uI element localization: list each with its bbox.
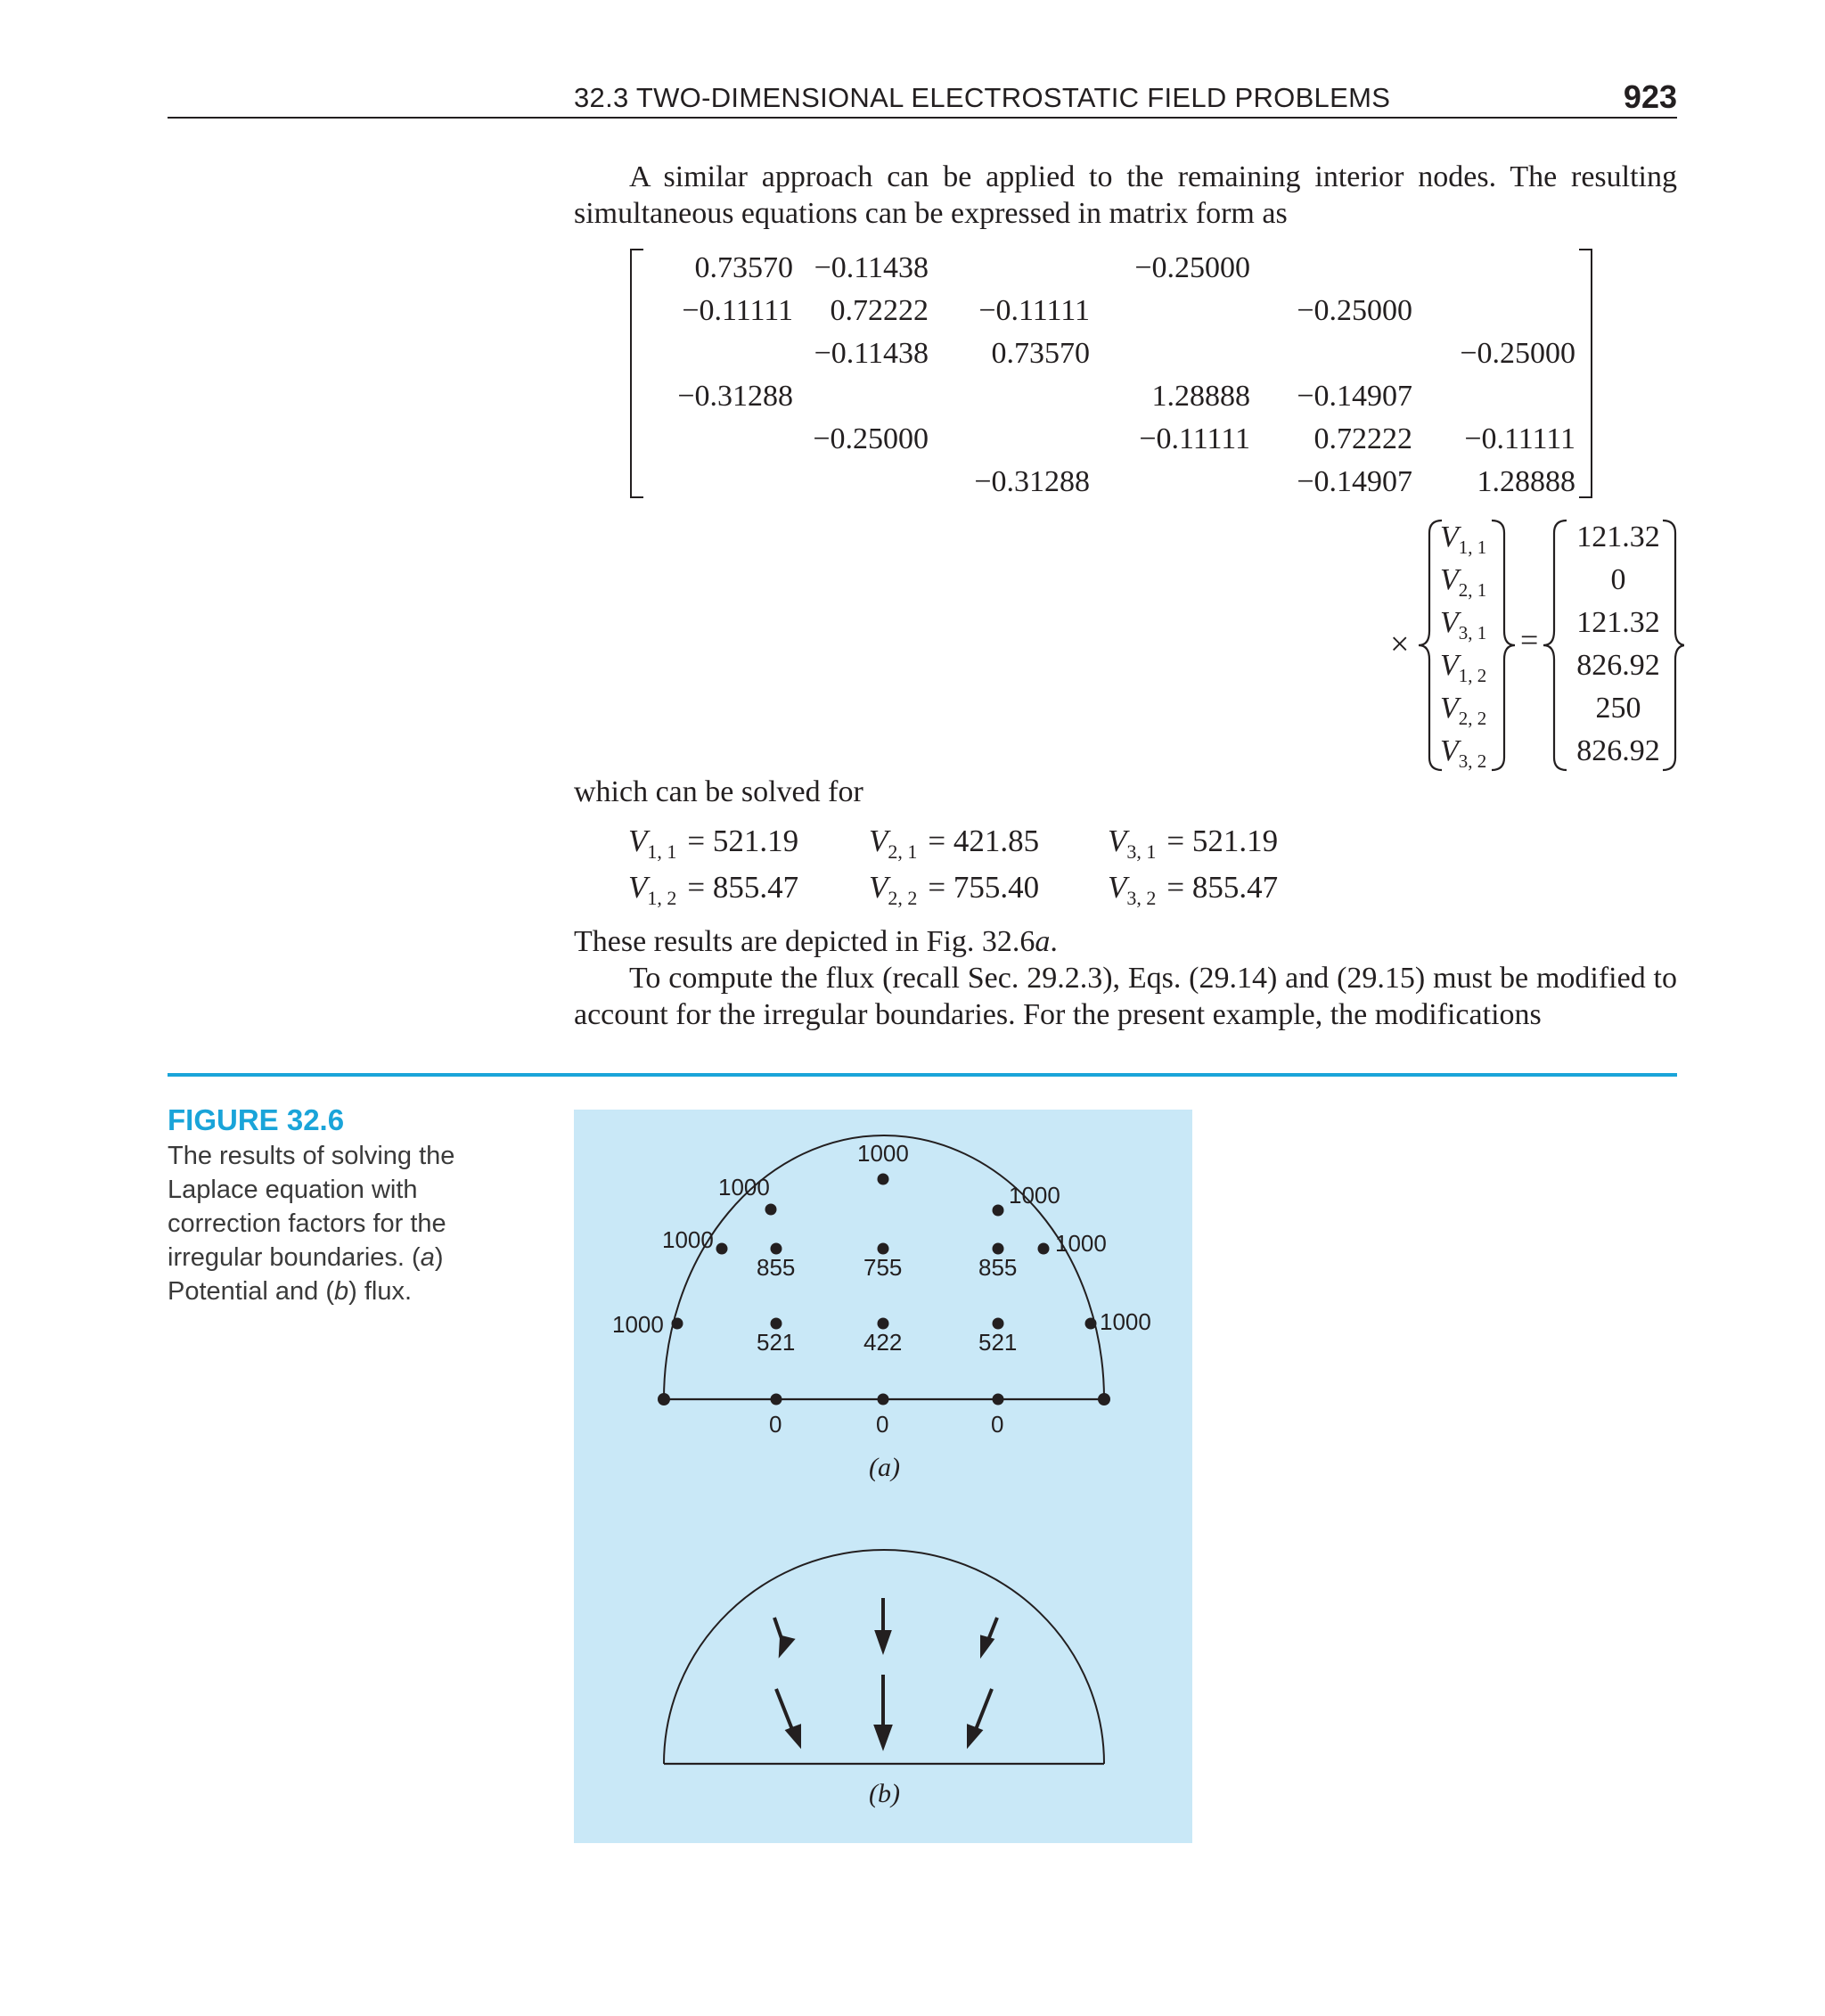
potential-label-0: 0 [991, 1411, 1004, 1438]
header-rule [168, 117, 1677, 119]
figure-svg [574, 1110, 1192, 1843]
unknown-symbol: V [1440, 606, 1459, 639]
potential-label: 1000 [612, 1311, 664, 1338]
unknown-subscript: 1, 1 [1458, 536, 1487, 558]
unknown-entry [1440, 649, 1486, 687]
solution-subscript: 1, 2 [647, 887, 677, 909]
unknown-subscript: 2, 2 [1458, 707, 1487, 729]
solution-symbol: V [628, 870, 648, 905]
potential-label: 1000 [1009, 1182, 1060, 1209]
unknown-symbol: V [1440, 692, 1459, 725]
matrix-cell: −0.11111 [682, 294, 793, 327]
panel-b-diagram [664, 1550, 1104, 1808]
potential-label-521: 521 [978, 1329, 1018, 1356]
boundary-node [993, 1205, 1004, 1217]
interior-node [878, 1318, 889, 1330]
figure-rule [168, 1073, 1677, 1077]
rhs-entry: 826.92 [1576, 734, 1660, 767]
caption-part: b [334, 1277, 349, 1306]
boundary-node [716, 1243, 728, 1255]
unknown-symbol: V [1440, 520, 1459, 553]
solution-number: = 521.19 [687, 824, 799, 858]
panel-a-label: (a) [869, 1453, 900, 1482]
rhs-entry: 121.32 [1576, 606, 1660, 639]
matrix-cell: 0.72222 [1314, 422, 1412, 455]
rhs-entry: 121.32 [1576, 520, 1660, 553]
solution-number: = 521.19 [1166, 824, 1279, 858]
potential-label-top: 1000 [857, 1140, 909, 1167]
matrix-cell: −0.11111 [978, 294, 1090, 327]
potential-label-0: 0 [876, 1411, 889, 1438]
boundary-node [672, 1318, 683, 1330]
potential-label-521: 521 [757, 1329, 796, 1356]
solution-subscript: 3, 2 [1126, 887, 1157, 909]
potential-label-855: 855 [978, 1254, 1018, 1281]
solution-value [869, 824, 1039, 864]
unknown-entry [1440, 692, 1486, 730]
figure-caption [168, 1139, 524, 1308]
unknown-symbol: V [1440, 649, 1459, 682]
flux-arrow [876, 1675, 890, 1746]
interior-node [878, 1243, 889, 1255]
solution-subscript: 3, 1 [1126, 840, 1157, 863]
equals-symbol: = [1520, 622, 1539, 658]
rhs-entry: 0 [1610, 563, 1626, 596]
rhs-entry: 826.92 [1576, 649, 1660, 682]
solution-number: = 755.40 [928, 870, 1040, 905]
boundary-node [878, 1394, 889, 1405]
solution-subscript: 2, 2 [888, 887, 918, 909]
unknown-subscript: 3, 1 [1458, 621, 1487, 643]
solution-subscript: 2, 1 [888, 840, 918, 863]
potential-label: 1000 [1055, 1230, 1107, 1257]
solution-value [628, 870, 798, 910]
solution-value [869, 870, 1039, 910]
panel-b-label: (b) [869, 1779, 900, 1808]
matrix-cell: −0.25000 [1134, 251, 1250, 284]
flux-arrow [774, 1618, 792, 1653]
matrix-cell: 1.28888 [1477, 465, 1575, 498]
boundary-node [1098, 1393, 1110, 1405]
potential-label-422: 422 [863, 1329, 903, 1356]
matrix-cell: −0.11111 [1139, 422, 1250, 455]
results-text-end: . [1050, 925, 1058, 958]
flux-arrow [969, 1689, 992, 1744]
solution-symbol: V [628, 824, 648, 858]
paragraph-results-depicted [574, 923, 1677, 960]
figure-panel [574, 1110, 1192, 1843]
matrix-cell: −0.14907 [1297, 465, 1412, 498]
rhs-entry: 250 [1595, 692, 1641, 725]
boundary-node [658, 1393, 670, 1405]
matrix-cell: −0.25000 [1297, 294, 1412, 327]
matrix-cell: 0.73570 [991, 337, 1090, 370]
times-symbol: × [1390, 626, 1410, 663]
flux-arrow [877, 1598, 889, 1650]
matrix-cell: 1.28888 [1151, 380, 1250, 413]
solution-symbol: V [869, 870, 888, 905]
solution-subscript: 1, 1 [647, 840, 677, 863]
results-text-italic: a [1035, 925, 1051, 958]
unknown-subscript: 2, 1 [1458, 578, 1487, 601]
caption-part: ) Potential and ( [168, 1243, 444, 1306]
solution-value [1108, 870, 1278, 910]
solution-symbol: V [1108, 824, 1127, 858]
paragraph-intro: A similar approach can be applied to the remaining interior nodes. The resulting simultaneous equations can be expressed in matrix form as [574, 160, 1677, 230]
matrix-cell: −0.11111 [1464, 422, 1575, 455]
interior-node [993, 1318, 1004, 1330]
potential-label: 1000 [662, 1226, 714, 1253]
solution-symbol: V [1108, 870, 1127, 905]
caption-part: ) flux. [348, 1277, 413, 1306]
boundary-node [993, 1394, 1004, 1405]
unknown-entry [1440, 520, 1486, 559]
interior-node [993, 1243, 1004, 1255]
matrix-cell: −0.31288 [677, 380, 793, 413]
unknown-subscript: 1, 2 [1458, 664, 1487, 686]
boundary-node [1038, 1243, 1050, 1255]
panel-a-diagram [612, 1135, 1151, 1482]
potential-label-0: 0 [769, 1411, 782, 1438]
flux-arrow [776, 1689, 799, 1744]
matrix-cell: −0.25000 [813, 422, 929, 455]
solution-number: = 855.47 [687, 870, 799, 905]
caption-part: a [420, 1243, 435, 1272]
potential-label: 1000 [718, 1174, 770, 1201]
vector-equation [1390, 517, 1684, 775]
unknown-entry [1440, 563, 1486, 602]
solution-value [628, 824, 798, 864]
matrix-cell: −0.31288 [974, 465, 1090, 498]
unknown-symbol: V [1440, 734, 1459, 767]
potential-label: 1000 [1100, 1308, 1151, 1335]
paragraph-solved-for: which can be solved for [574, 775, 863, 808]
matrix-cell: 0.72222 [830, 294, 929, 327]
interior-node [771, 1243, 782, 1255]
unknown-symbol: V [1440, 563, 1459, 596]
running-header-title: 32.3 TWO-DIMENSIONAL ELECTROSTATIC FIELD PROBLEMS [574, 82, 1391, 113]
solution-number: = 855.47 [1166, 870, 1279, 905]
boundary-node [765, 1204, 777, 1216]
potential-label-755: 755 [863, 1254, 903, 1281]
solution-symbol: V [869, 824, 888, 858]
interior-node [771, 1318, 782, 1330]
figure-label: FIGURE 32.6 [168, 1103, 345, 1136]
matrix-cell: −0.25000 [1460, 337, 1575, 370]
boundary-node [771, 1394, 782, 1405]
page-number: 923 [1623, 78, 1677, 115]
boundary-node [878, 1174, 889, 1185]
unknown-subscript: 3, 2 [1458, 750, 1487, 772]
caption-part: The results of solving the Laplace equation with correction factors for the irregular boundaries. ( [168, 1142, 455, 1272]
paragraph-flux: To compute the flux (recall Sec. 29.2.3), Eqs. (29.14) and (29.15) must be modified to account for the irregular boundaries. For the present example, the modifications [574, 962, 1677, 1031]
solution-value [1108, 824, 1278, 864]
unknown-entry [1440, 734, 1486, 773]
solution-number: = 421.85 [928, 824, 1040, 858]
matrix-cell: −0.11438 [814, 337, 929, 370]
results-text: These results are depicted in Fig. 32.6 [574, 925, 1035, 958]
coefficient-matrix [624, 246, 1599, 501]
potential-label-855: 855 [757, 1254, 796, 1281]
matrix-cell: 0.73570 [694, 251, 793, 284]
matrix-cell: −0.14907 [1297, 380, 1412, 413]
flux-arrow [982, 1618, 997, 1653]
unknown-entry [1440, 606, 1486, 644]
boundary-node [1085, 1318, 1097, 1330]
matrix-cell: −0.11438 [814, 251, 929, 284]
